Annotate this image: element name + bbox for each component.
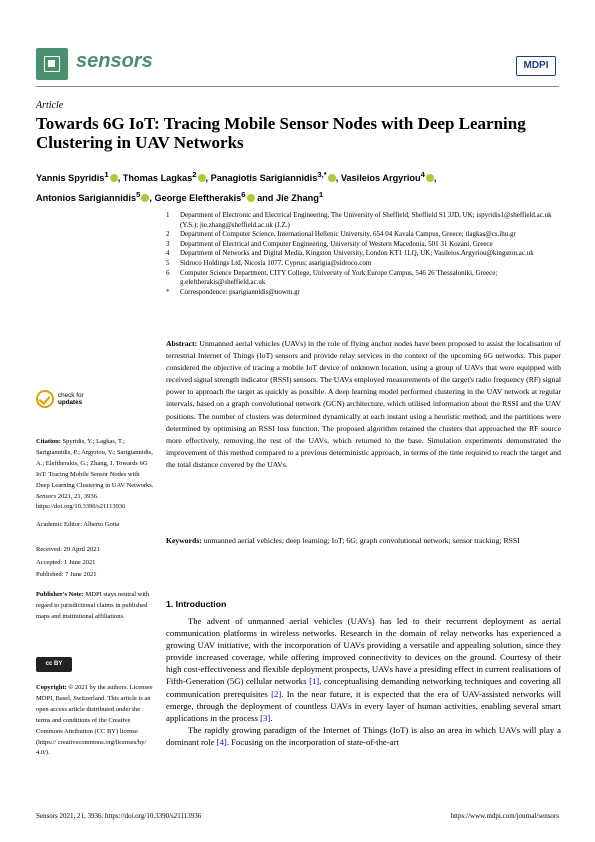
section-heading: 1. Introduction xyxy=(166,599,227,609)
cc-by-license-icon[interactable]: cc BY xyxy=(36,657,72,672)
citation-link[interactable]: [3] xyxy=(260,712,271,723)
orcid-icon[interactable] xyxy=(328,174,336,182)
publisher-note: Publisher's Note: MDPI stays neutral with regard to jurisdictional claims in published maps and institutional affiliations. xyxy=(36,591,150,620)
citation-link[interactable]: [1] xyxy=(309,676,320,687)
check-updates-icon xyxy=(36,390,54,408)
keywords: Keywords: unmanned aerial vehicles; deep learning; IoT; 6G; graph convolutional network; sensor tracking; RSSI xyxy=(166,536,520,545)
paragraph: The advent of unmanned aerial vehicles (UAVs) has led to their recurrent deployment as aerial communication platforms in wireless networks. Research in the domain of relay networks has experienced a growing UAV initiative, with the incorporation of UAVs providing a versatile and appealing solution, since they provide increased coverage, while offering improved connectivity to devices on the ground. Courtesy of their high cost-effectiveness and flexible deployment prospects, UAVs have a presiding effect in current realisations of Fifth-Generation (5G) cellular networks [1], conceptualising demanding networking techniques and covering all communication prerequisites [2]. In the near future, it is expected that the era of UAV-assisted networks will emerge, through the deployment of countless UAVs in every layer of human activities, enabling several smart applications in the process [3]. xyxy=(166,616,561,723)
check-for-updates-button[interactable]: check for updates xyxy=(36,390,84,408)
journal-logo-icon xyxy=(36,48,68,80)
author-name: Thomas Lagkas xyxy=(122,173,193,184)
section-body xyxy=(166,615,561,748)
orcid-icon[interactable] xyxy=(141,194,149,202)
affiliation-item: 5 Sidroco Holdings Ltd, Nicosia 1077, Cyprus; asarigia@sidroco.com xyxy=(166,258,372,267)
author-name: Panagiotis Sarigiannidis xyxy=(210,173,318,184)
abstract: Abstract: Unmanned aerial vehicles (UAVs) in the role of flying anchor nodes have been proposed to assist the localisation of terrestrial Internet of Things (IoT) sensors and provide relay services in the context of the upcoming 6G networks. This paper considered the objective of tracing a mobile IoT device of unknown location, using a group of UAVs that were equipped with received signal strength indicator (RSSI) sensors. The UAVs employed measurements of the target's radio frequency (RF) signal power to approach the target as quickly as possible. A deep learning model performed clustering in the UAV network at regular intervals, based on a graph convolutional network (GCN) architecture, which utilised information about the RSSI and the UAV positions. The number of clusters was determined dynamically at each instant using a heuristic method, and the partitions were determined by optimising an RSSI loss function. The proposed algorithm retained the clusters that approached the RF source more effectively, removing the rest of the UAVs, which returned to the base. Simulation experiments demonstrated the improvement of this method compared to a previous deterministic approach, in terms of the time required to reach the target and the total distance covered by the UAVs. xyxy=(166,339,562,469)
copyright: Copyright: © 2021 by the authors. Licensee MDPI, Basel, Switzerland. This article is an open access article distributed under the terms and conditions of the Creative Commons Attribution (CC BY) license (https:// creativecommons.org/licenses/by/ 4.0/). xyxy=(36,684,153,757)
citation-link[interactable]: [2] xyxy=(271,688,282,699)
published-date: Published: 7 June 2021 xyxy=(36,571,97,578)
affiliation-item: 2 Department of Computer Science, International Hellenic University, 654 04 Kavala Campus, Greece; tlagkas@cs.ihu.gr xyxy=(166,230,516,239)
author-name: Vasileios Argyriou xyxy=(340,173,421,184)
orcid-icon[interactable] xyxy=(426,174,434,182)
author-name: Yannis Spyridis xyxy=(36,173,105,184)
orcid-icon[interactable] xyxy=(247,194,255,202)
footer-journal-link[interactable]: https://www.mdpi.com/journal/sensors xyxy=(450,812,559,820)
affiliation-item: 3 Department of Electrical and Computer Engineering, University of Western Macedonia, 501 31 Kozani, Greece xyxy=(166,239,493,248)
header-divider xyxy=(36,86,559,87)
journal-name: sensors xyxy=(76,50,153,72)
paragraph: The rapidly growing paradigm of the Internet of Things (IoT) is also an area in which UAVs will play a dominant role [4]. Focusing on the incorporation of state-of-the-art xyxy=(166,724,561,747)
paper-title: Towards 6G IoT: Tracing Mobile Sensor Nodes with Deep Learning Clustering in UAV Networks xyxy=(36,114,526,152)
author-name: George Eleftherakis xyxy=(154,192,242,203)
affiliation-item: 4 Department of Networks and Digital Media, Kingston University, London KT1 1LQ, UK; Vasileios.Argyriou@kingston.ac.uk xyxy=(166,249,534,258)
academic-editor: Academic Editor: Alberto Gotta xyxy=(36,521,120,528)
publisher-logo: MDPI xyxy=(516,56,556,76)
affiliations xyxy=(166,211,561,297)
affiliation-item: 6 Computer Science Department, CITY College, University of York Europe Campus, 546 26 Thessaloniki, Greece; g.eleftherakis@sheffield.ac.uk xyxy=(166,268,498,287)
citation: Citation: Spyridis, Y.; Lagkas, T.; Sarigiannidis, P.; Argyriou, V.; Sarigiannidis, A.; Eleftherakis, G.; Zhang, J. Towards 6G IoT: Tracing Mobile Sensor Nodes with Deep Learning Clustering in UAV Networks. Sensors 2021, 21, 3936. https://doi.org/10.3390/s21113936 xyxy=(36,438,154,511)
citation-link[interactable]: [4] xyxy=(216,736,227,747)
accepted-date: Accepted: 1 June 2021 xyxy=(36,559,96,566)
affiliation-item: 1 Department of Electronic and Electrical Engineering, The University of Sheffield, Sheffield S1 3JD, UK; ispyridis1@sheffield.ac.uk (Y.S.); jie.zhang@sheffield.ac.uk (J.Z.) xyxy=(166,211,552,229)
article-type: Article xyxy=(36,100,64,111)
page-footer xyxy=(36,812,559,820)
correspondence: * Correspondence: psarigiannidis@uowm.gr xyxy=(166,287,300,296)
author-name: Antonios Sarigiannidis xyxy=(36,192,137,203)
author-name: Jie Zhang xyxy=(275,192,319,203)
received-date: Received: 29 April 2021 xyxy=(36,546,100,553)
orcid-icon[interactable] xyxy=(198,174,206,182)
orcid-icon[interactable] xyxy=(110,174,118,182)
author-list: Yannis Spyridis$^1$ , Thomas Lagkas$^2$ , Panagiotis Sarigiannidis$^{3,*}$ , Vasileios Argyriou$^4$ , Antonios Sarigiannidis$^5$ , George Eleftherakis$^6$ and Jie Zhang$^1$ xyxy=(36,170,437,203)
footer-citation: Sensors 2021, 21, 3936. https://doi.org/10.3390/s21113936 xyxy=(36,812,202,820)
